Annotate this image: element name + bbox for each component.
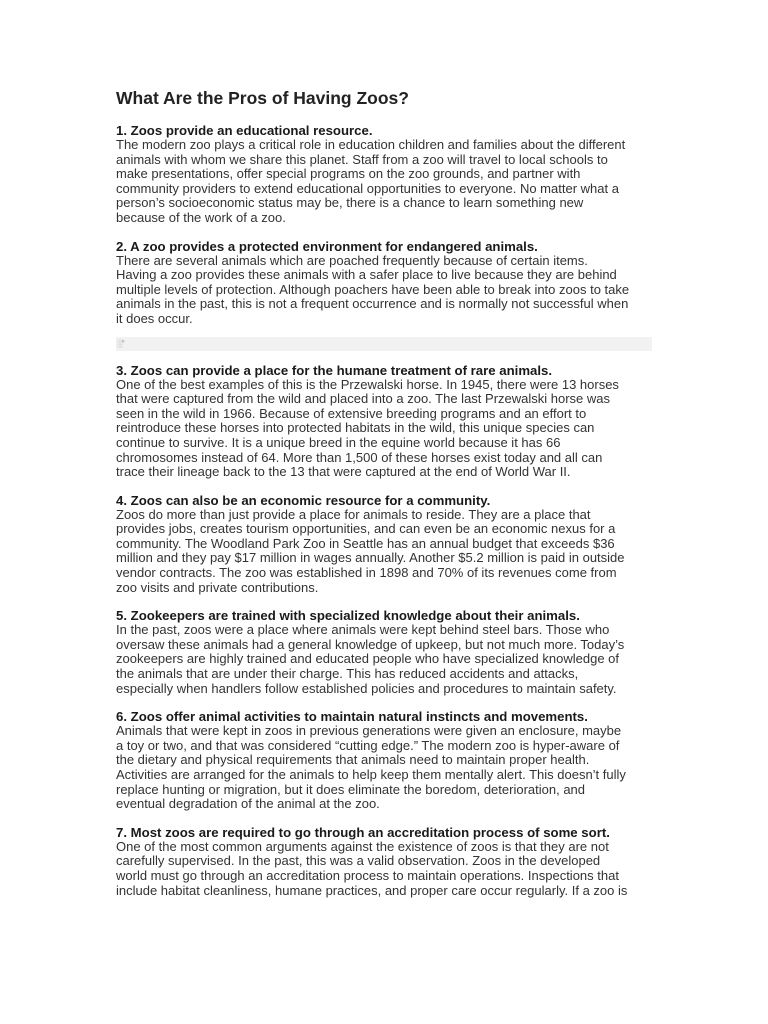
paragraph-line: the animals that are under their charge. This has reduced accidents and attacks,	[116, 666, 579, 682]
paragraph-line: replace hunting or migration, but it does eliminate the boredom, deterioration, and	[116, 781, 586, 797]
paragraph-line: because of the work of a zoo.	[116, 209, 286, 225]
section-heading: 5. Zookeepers are trained with specialized knowledge about their animals.	[116, 608, 580, 624]
paragraph-line: Activities are arranged for the animals to help keep them mentally alert. This doesn’t fully	[116, 767, 626, 782]
paragraph-line: reintroduce these horses into protected habitats in the wild, this unique species can	[116, 420, 595, 436]
section-2	[116, 239, 656, 327]
paragraph-line: the dietary and physical requirements that animals need to maintain proper health.	[116, 752, 590, 768]
paragraph-line: seen in the wild in 1966. Because of extensive breeding programs and an effort to	[116, 405, 587, 421]
paragraph-line: community providers to extend educational opportunities to everyone. No matter what a	[116, 180, 619, 196]
paragraph-line: Animals that were kept in zoos in previous generations were given an enclosure, maybe	[116, 723, 622, 739]
paragraph-line: especially when handlers follow established policies and procedures to maintain safety.	[116, 680, 617, 696]
paragraph-line: multiple levels of protection. Although poachers have been able to break into zoos to take	[116, 281, 630, 297]
paragraph-line: million and they pay $17 million in wages annually. Another $5.2 million is paid in outside	[116, 550, 625, 566]
paragraph-line: One of the best examples of this is the Przewalski horse. In 1945, there were 13 horses	[116, 376, 619, 392]
paragraph-line: community. The Woodland Park Zoo in Seattle has an annual budget that exceeds $36	[116, 535, 615, 551]
paragraph-line: One of the most common arguments against the existence of zoos is that they are not	[116, 838, 609, 854]
section-5	[116, 608, 656, 696]
paragraph-line: Zoos do more than just provide a place for animals to reside. They are a place that	[116, 506, 591, 522]
section-heading: 6. Zoos offer animal activities to maintain natural instincts and movements.	[116, 709, 588, 725]
paragraph-line: a toy or two, and that was considered “cutting edge.” The modern zoo is hyper-aware of	[116, 737, 620, 753]
paragraph-line: animals with whom we share this planet. Staff from a zoo will travel to local schools to	[116, 151, 608, 167]
section-4	[116, 493, 656, 596]
section-heading: 4. Zoos can also be an economic resource for a community.	[116, 492, 491, 508]
paragraph-line: animals in the past, this is not a frequent occurrence and is normally not successful when	[116, 296, 629, 312]
paragraph-line: In the past, zoos were a place where animals were kept behind steel bars. Those who	[116, 622, 610, 638]
section-7	[116, 825, 656, 898]
section-heading: 7. Most zoos are required to go through an accreditation process of some sort.	[116, 824, 610, 840]
paragraph-line: trace their lineage back to the 13 that were captured at the end of World War II.	[116, 464, 571, 480]
document-page	[116, 86, 656, 911]
paragraph-line: zookeepers are highly trained and educated people who have specialized knowledge of	[116, 651, 620, 667]
ad-marker-icon: ░°	[117, 338, 124, 348]
section-1	[116, 123, 656, 226]
paragraph-line: eventual degradation of the animal at the zoo.	[116, 796, 380, 812]
paragraph-line: continue to survive. It is a unique breed in the equine world because it has 66	[116, 434, 561, 450]
paragraph-line: vendor contracts. The zoo was established in 1898 and 70% of its revenues come from	[116, 565, 617, 581]
section-heading: 2. A zoo provides a protected environment for endangered animals.	[116, 238, 538, 254]
paragraph-line: zoo visits and private contributions.	[116, 579, 319, 595]
section-6	[116, 709, 656, 812]
paragraph-line: person’s socioeconomic status may be, there is a chance to learn something new	[116, 195, 584, 211]
paragraph-line: include habitat cleanliness, humane practices, and proper care occur regularly. If a zoo is	[116, 882, 628, 898]
paragraph-line: world must go through an accreditation process to maintain operations. Inspections that	[116, 867, 619, 883]
paragraph-line: make presentations, offer special programs on the zoo grounds, and partner with	[116, 166, 581, 182]
section-heading: 1. Zoos provide an educational resource.	[116, 123, 373, 138]
paragraph-line: chromosomes instead of 64. More than 1,500 of these horses exist today and all can	[116, 449, 603, 465]
paragraph-line: Having a zoo provides these animals with a safer place to live because they are behind	[116, 267, 617, 283]
paragraph-line: provides jobs, creates tourism opportunities, and can even be an economic nexus for a	[116, 521, 616, 537]
paragraph-line: carefully supervised. In the past, this was a valid observation. Zoos in the developed	[116, 853, 601, 869]
page-title: What Are the Pros of Having Zoos?	[116, 88, 409, 108]
ad-placeholder	[116, 337, 652, 351]
paragraph-line: The modern zoo plays a critical role in education children and families about the different	[116, 137, 626, 152]
paragraph-line: that were captured from the wild and placed into a zoo. The last Przewalski horse was	[116, 391, 611, 407]
paragraph-line: it does occur.	[116, 310, 193, 326]
paragraph-line: There are several animals which are poached frequently because of certain items.	[116, 252, 588, 268]
paragraph-line: oversaw these animals had a general knowledge of upkeep, but not much more. Today’s	[116, 636, 625, 652]
article-body	[116, 123, 656, 898]
section-3	[116, 363, 656, 480]
section-heading: 3. Zoos can provide a place for the humane treatment of rare animals.	[116, 362, 553, 378]
